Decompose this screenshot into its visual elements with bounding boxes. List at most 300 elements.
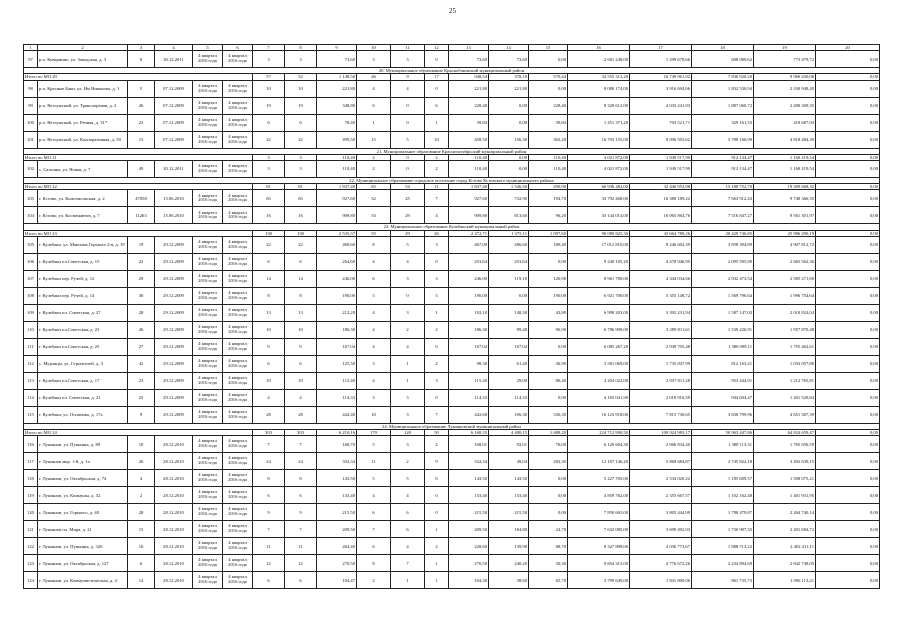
table-cell: 07.12.2009 (155, 114, 193, 131)
table-cell: 22 (253, 131, 285, 148)
table-cell: 5 (391, 236, 425, 253)
table-cell: 0,00 (529, 338, 568, 355)
subtotal-cell: 110,40 (317, 154, 357, 160)
table-cell: 4 квартал 2016 года (223, 338, 253, 355)
table-cell: 167,04 (449, 338, 489, 355)
table-cell: 8 327 898,00 (568, 538, 630, 555)
table-cell: 4 859 762,00 (568, 487, 630, 504)
table-cell: 190,00 (317, 287, 357, 304)
address-cell: г. Кулебаки пл.Советская, д. 25 (38, 338, 128, 355)
address-cell: г. Лукоянов мкр. 1-й, д. 1а (38, 453, 128, 470)
table-cell: 27 (128, 338, 155, 355)
column-number: 9 (317, 45, 357, 51)
table-cell: 30 (128, 287, 155, 304)
table-cell: 86,40 (529, 372, 568, 389)
table-cell: 5 (128, 80, 155, 97)
table-cell: 23 (128, 114, 155, 131)
table-cell: 104,30 (449, 572, 489, 589)
table-cell: 4 квартал 2016 года (193, 287, 223, 304)
table-cell: 114,33 (489, 389, 529, 406)
subtotal-cell: 19 309 668,32 (754, 184, 816, 190)
table-cell: 2 402 411,11 (754, 538, 816, 555)
table-cell: 212,20 (317, 304, 357, 321)
table-cell: 4 квартал 2016 года (193, 190, 223, 207)
table-cell: 49 (128, 161, 155, 178)
table-cell: 6 786 909,00 (568, 321, 630, 338)
table-row (24, 190, 880, 207)
table-cell: 5 227 705,00 (568, 470, 630, 487)
table-cell: 209,50 (317, 521, 357, 538)
table-cell: 186,30 (449, 321, 489, 338)
subtotal-cell: 50 963 447,86 (692, 430, 754, 436)
table-cell: 101 (24, 131, 38, 148)
table-cell: 0,00 (816, 487, 880, 504)
table-cell: 4 квартал 2016 года (193, 487, 223, 504)
table-cell: 7 (425, 406, 449, 423)
table-cell: 2 (425, 321, 449, 338)
table-cell: 608 089,62 (692, 51, 754, 68)
table-cell: 4 квартал 2016 года (223, 572, 253, 589)
table-cell: 22 (285, 236, 317, 253)
table-cell: 0,00 (816, 453, 880, 470)
table-cell: 0 (425, 470, 449, 487)
table-cell: 1 201 520,84 (754, 389, 816, 406)
table-cell: 8 (253, 287, 285, 304)
table-cell: 106 (24, 253, 38, 270)
table-cell: 186,30 (317, 321, 357, 338)
subtotal-cell: 0,00 (816, 74, 880, 80)
column-number: 8 (285, 45, 317, 51)
table-cell: 116 (24, 436, 38, 453)
table-cell: 3 (425, 236, 449, 253)
table-cell: 0,00 (816, 521, 880, 538)
table-row (24, 555, 880, 572)
table-cell: 3 492 639,15 (754, 453, 816, 470)
section-title: 20. Муниципальное образование Краснобаковский муниципальный район (24, 68, 880, 74)
table-cell: 8 080 174,00 (568, 80, 630, 97)
table-cell: 4 квартал 2016 года (223, 207, 253, 224)
table-cell: 0,00 (816, 538, 880, 555)
table-cell: 119 (24, 487, 38, 504)
subtotal-cell: 7 836 920,20 (692, 74, 754, 80)
table-cell: 2 (357, 572, 391, 589)
table-cell: 4 907 812,72 (754, 236, 816, 253)
table-cell: 6 (253, 114, 285, 131)
address-cell: г. Кулебаки пл.Советская, д. 23 (38, 321, 128, 338)
column-number: 4 (155, 45, 193, 51)
table-cell: 944 604,47 (692, 389, 754, 406)
subtotal-cell: 110,40 (449, 154, 489, 160)
housing-program-table (23, 44, 880, 589)
column-number: 20 (816, 45, 880, 51)
table-cell: 4 квартал 2016 года (193, 572, 223, 589)
table-cell: 28.12.2010 (155, 521, 193, 538)
table-cell: 29 (391, 207, 425, 224)
table-cell: 4 033 241,93 (630, 97, 692, 114)
table-cell: 28.12.2010 (155, 504, 193, 521)
table-cell: 7 (425, 190, 449, 207)
table-cell: 5 (425, 287, 449, 304)
table-cell: 4 квартал 2016 года (223, 538, 253, 555)
table-cell: 0 (425, 80, 449, 97)
table-cell: 302,20 (529, 131, 568, 148)
table-cell: 4 квартал 2016 года (223, 389, 253, 406)
table-row (24, 355, 880, 372)
table-cell: 73,60 (449, 51, 489, 68)
table-body (24, 45, 880, 589)
table-cell: 61,40 (489, 355, 529, 372)
subtotal-label: Итого по МО 24 (24, 430, 253, 436)
table-cell: 7 (285, 436, 317, 453)
address-cell: г. Кулебаки пл. Советская, д. 27 (38, 304, 128, 321)
subtotal-cell: 130 (285, 230, 317, 236)
subtotal-cell: 1 837,40 (317, 184, 357, 190)
table-cell: 20.12.2011 (155, 161, 193, 178)
table-cell: 4 квартал 2016 года (223, 131, 253, 148)
subtotal-cell: 1 837,40 (449, 184, 489, 190)
table-cell: 29.12.2009 (155, 253, 193, 270)
table-cell: 25 (128, 389, 155, 406)
subtotal-cell: 29 (391, 230, 425, 236)
table-cell: 812 163,21 (692, 355, 754, 372)
table-cell: 4 (357, 80, 391, 97)
table-cell: 909,80 (317, 207, 357, 224)
table-cell: 813,60 (489, 207, 529, 224)
table-row (24, 372, 880, 389)
table-cell: 167,04 (317, 338, 357, 355)
table-cell: 39,84 (449, 114, 489, 131)
table-cell: 0 (425, 487, 449, 504)
table-cell: 133,40 (449, 487, 489, 504)
subtotal-label: Итого по МО 21 (24, 154, 253, 160)
table-cell: 1 160 219,54 (754, 161, 816, 178)
table-cell: 253,64 (489, 253, 529, 270)
table-cell: 9 240 105,20 (568, 253, 630, 270)
table-cell: 1 780 479,87 (692, 504, 754, 521)
table-cell: 65,70 (529, 572, 568, 589)
table-cell: 953 444,91 (692, 372, 754, 389)
table-cell: 3 788 166,99 (692, 131, 754, 148)
table-cell: 2 201 684,72 (754, 521, 816, 538)
table-cell: 0,00 (816, 207, 880, 224)
table-row (24, 80, 880, 97)
address-cell: с. Мурзицы, ул. Строителей, д. 3 (38, 355, 128, 372)
table-cell: 47058 (128, 190, 155, 207)
table-cell: 0 (425, 253, 449, 270)
table-cell: 3 805 444,99 (630, 504, 692, 521)
table-cell: 4 квартал 2016 года (193, 372, 223, 389)
table-cell: 14 (253, 270, 285, 287)
table-cell: 9 854 315,00 (568, 555, 630, 572)
subtotal-cell: 50 (425, 430, 449, 436)
table-cell: 4 квартал 2016 года (193, 436, 223, 453)
subtotal-cell: 290,90 (529, 184, 568, 190)
table-cell: 6 (357, 97, 391, 114)
table-cell: 6 (285, 355, 317, 372)
table-cell: 228,40 (449, 97, 489, 114)
subtotal-cell: 9 960 430,08 (754, 74, 816, 80)
table-cell: 133,40 (489, 487, 529, 504)
table-cell: 109 (24, 304, 38, 321)
table-cell: 732,90 (489, 190, 529, 207)
table-cell: 4 478 946,95 (630, 253, 692, 270)
table-cell: 3 (285, 161, 317, 178)
table-cell: 6 (285, 114, 317, 131)
table-cell: 0 (391, 97, 425, 114)
table-cell: 1 (425, 304, 449, 321)
column-number: 5 (193, 45, 223, 51)
table-cell: 4 квартал 2016 года (193, 538, 223, 555)
subtotal-cell: 0,00 (489, 154, 529, 160)
table-cell: 9 (285, 338, 317, 355)
table-cell: 0,00 (816, 572, 880, 589)
table-cell: 4 344 034,66 (630, 270, 692, 287)
table-cell: 0,00 (816, 372, 880, 389)
table-cell: 3 392 231,94 (630, 304, 692, 321)
table-cell: 2 234 894,69 (692, 555, 754, 572)
address-cell: г. Лукоянов, ул. Пушкина, д. 32б (38, 538, 128, 555)
table-cell: 0,00 (529, 253, 568, 270)
table-cell: 3 (285, 51, 317, 68)
table-cell: 49,04 (489, 453, 529, 470)
table-cell: 1 (391, 372, 425, 389)
table-cell: 1 888 713,22 (692, 538, 754, 555)
table-cell: 0,00 (816, 97, 880, 114)
table-cell: 23 (128, 372, 155, 389)
table-cell: 106,30 (489, 406, 529, 423)
table-cell: 4 квартал 2016 года (223, 321, 253, 338)
table-cell: 110,40 (317, 161, 357, 178)
table-cell: 4 квартал 2016 года (223, 487, 253, 504)
table-cell: 0 (391, 287, 425, 304)
table-cell: 19 (285, 97, 317, 114)
table-cell: 4 квартал 2016 года (193, 470, 223, 487)
table-cell: 9 561 301,97 (754, 207, 816, 224)
table-cell: 22 (285, 131, 317, 148)
table-cell: 16 703 155,00 (568, 131, 630, 148)
table-cell: 12 (285, 555, 317, 572)
table-cell: 283,30 (529, 453, 568, 470)
table-cell: 927,60 (449, 190, 489, 207)
subtotal-cell: 1 160 219,54 (754, 154, 816, 160)
address-cell: с. Салганы, ул. Новая, д. 7 (38, 161, 128, 178)
table-cell: 4 (391, 80, 425, 97)
table-cell: 0,00 (489, 287, 529, 304)
table-cell: 0,00 (816, 389, 880, 406)
subtotal-cell: 55 (357, 230, 391, 236)
table-cell: 22 (128, 253, 155, 270)
address-cell: г. Лукоянов, ул. Коммунистическая, д. 4 (38, 572, 128, 589)
table-cell: 32 (357, 190, 391, 207)
table-cell: 10 (425, 131, 449, 148)
table-cell: 3 (391, 389, 425, 406)
table-cell: 7 815 730,65 (630, 406, 692, 423)
table-cell: 270,50 (449, 555, 489, 572)
table-cell: 2 534 020,22 (630, 470, 692, 487)
table-cell: 190,00 (449, 287, 489, 304)
table-cell: 4 (425, 207, 449, 224)
table-cell: 24,70 (529, 521, 568, 538)
table-row (24, 321, 880, 338)
table-cell: 113 (24, 372, 38, 389)
subtotal-cell: 57 (253, 74, 285, 80)
table-cell: 114,33 (317, 389, 357, 406)
subtotal-cell: 6 210,16 (317, 430, 357, 436)
table-cell: 329 161,55 (692, 114, 754, 131)
table-cell: 88,70 (529, 538, 568, 555)
table-cell: 4 квартал 2016 года (223, 355, 253, 372)
table-cell: 6 (253, 572, 285, 589)
subtotal-cell: 378,10 (489, 74, 529, 80)
table-cell: 11263 (128, 207, 155, 224)
table-cell: 4 квартал 2016 года (223, 51, 253, 68)
address-cell: г. Лукоянов, ул. Пушкина, д. 89 (38, 436, 128, 453)
table-cell: 26 (128, 97, 155, 114)
table-cell: 2 681 248,00 (568, 51, 630, 68)
subtotal-cell: 570,44 (529, 74, 568, 80)
table-cell: 2 018 824,04 (754, 304, 816, 321)
table-cell: 65 (253, 190, 285, 207)
table-cell: 1 380 099,11 (692, 338, 754, 355)
table-cell: 10 (285, 80, 317, 97)
table-cell: 78,40 (317, 114, 357, 131)
table-cell: 4 квартал 2016 года (223, 470, 253, 487)
table-cell: 122 (24, 538, 38, 555)
table-cell: 4 квартал 2016 года (223, 372, 253, 389)
subtotal-cell: 108 924 983,17 (630, 430, 692, 436)
table-cell: 1 569 796,64 (692, 287, 754, 304)
subtotal-cell: 0 (391, 154, 425, 160)
table-cell: 3 916 694,66 (630, 80, 692, 97)
table-cell: 4 165 041,90 (568, 389, 630, 406)
table-cell: 9 748 366,35 (754, 190, 816, 207)
table-cell: 1 299 678,66 (630, 51, 692, 68)
table-cell: 4 (357, 304, 391, 321)
table-cell: 1 755 462,61 (754, 338, 816, 355)
table-cell: 28.12.2010 (155, 538, 193, 555)
table-cell: 19 (128, 236, 155, 253)
table-cell: 4 квартал 2016 года (193, 114, 223, 131)
table-cell: 1 (425, 572, 449, 589)
subtotal-cell: 224 712 990,50 (568, 430, 630, 436)
table-cell: 107 (24, 270, 38, 287)
table-cell: 4 (285, 389, 317, 406)
table-cell: 139,90 (489, 538, 529, 555)
table-cell: 0 (425, 504, 449, 521)
table-cell: 11 (285, 538, 317, 555)
address-cell: г. Лукоянов, ул. Коммуны, д. 52 (38, 487, 128, 504)
table-cell: 7 (391, 555, 425, 572)
subtotal-cell: 90 080 825,30 (568, 230, 630, 236)
table-cell: 4 квартал 2016 года (193, 80, 223, 97)
table-cell: 0,00 (529, 487, 568, 504)
table-cell: 07.12.2009 (155, 80, 193, 97)
table-cell: 5 (357, 287, 391, 304)
table-cell: 96,90 (529, 321, 568, 338)
subtotal-cell: 0,00 (816, 230, 880, 236)
column-number: 12 (425, 45, 449, 51)
table-cell: 0 (425, 51, 449, 68)
table-cell: 190,00 (529, 287, 568, 304)
table-cell: 442,60 (449, 406, 489, 423)
table-cell: 4 (391, 338, 425, 355)
subtotal-cell: 3 (285, 154, 317, 160)
section-title: 24. Муниципальное образование Лукояновский муниципальный район (24, 423, 880, 429)
table-cell: 2 264 740,14 (754, 504, 816, 521)
table-cell: 110 (24, 321, 38, 338)
table-cell: 4 (357, 321, 391, 338)
table-cell: 1 841 800,06 (630, 572, 692, 589)
table-cell: 444,40 (317, 406, 357, 423)
table-cell: 16 (128, 538, 155, 555)
table-row (24, 97, 880, 114)
subtotal-cell: 1 375,11 (489, 230, 529, 236)
table-cell: 6 (253, 253, 285, 270)
table-cell: 2 (425, 355, 449, 372)
table-cell: 6 (128, 555, 155, 572)
table-cell: 4 квартал 2016 года (223, 453, 253, 470)
table-cell: 2 032 473,54 (692, 270, 754, 287)
table-cell: 6 921 700,00 (568, 287, 630, 304)
table-row (24, 114, 880, 131)
table-cell: 4 квартал 2016 года (223, 161, 253, 178)
table-cell: 43,80 (529, 304, 568, 321)
table-row (24, 504, 880, 521)
table-cell: 4 021 872,00 (568, 161, 630, 178)
address-cell: г. Лукоянов, ул. Октябрьская, д. 127 (38, 555, 128, 572)
table-cell: 1 212 765,81 (754, 372, 816, 389)
table-cell: 4 квартал 2016 года (223, 270, 253, 287)
table-cell: 28.12.2010 (155, 555, 193, 572)
table-cell: 4 квартал 2016 года (193, 207, 223, 224)
table-cell: 1 949 517,99 (630, 161, 692, 178)
table-cell: 11 (253, 538, 285, 555)
table-cell: 103 (24, 190, 38, 207)
table-row (24, 287, 880, 304)
subtotal-cell: 0,00 (816, 154, 880, 160)
table-cell: 4 квартал 2016 года (223, 80, 253, 97)
table-cell: 5 (357, 436, 391, 453)
table-row (24, 338, 880, 355)
table-cell: 26 (128, 321, 155, 338)
address-cell: р.п. Красные Баки, ул. Им Никонова, д. 1 (38, 80, 128, 97)
column-number: 2 (38, 45, 128, 51)
table-cell: 3 799 649,00 (568, 572, 630, 589)
table-cell: 3 656 799,96 (692, 406, 754, 423)
subtotal-cell: 25 986 290,19 (754, 230, 816, 236)
table-row (24, 487, 880, 504)
table-cell: 168,01 (449, 436, 489, 453)
table-cell: 228,40 (529, 97, 568, 114)
page-number: 25 (449, 7, 456, 15)
address-cell: г. Кстово, ул. Косменавтов, д. 7 (38, 207, 128, 224)
table-cell: 0,00 (816, 355, 880, 372)
table-cell: 4 квартал 2016 года (223, 555, 253, 572)
table-cell: 114,33 (449, 389, 489, 406)
subtotal-cell: 0,00 (816, 184, 880, 190)
table-cell: 0,00 (489, 97, 529, 114)
table-cell: 14 (128, 572, 155, 589)
table-cell: 6 (357, 270, 391, 287)
table-cell: 3 858 394,89 (692, 236, 754, 253)
table-cell: 96,20 (529, 207, 568, 224)
table-cell: 240,20 (489, 555, 529, 572)
table-cell: 39,84 (529, 114, 568, 131)
table-cell: 0,00 (816, 270, 880, 287)
subtotal-cell: 1 949 517,99 (630, 154, 692, 160)
table-cell: 104 (24, 207, 38, 224)
table-cell: 123 (24, 555, 38, 572)
